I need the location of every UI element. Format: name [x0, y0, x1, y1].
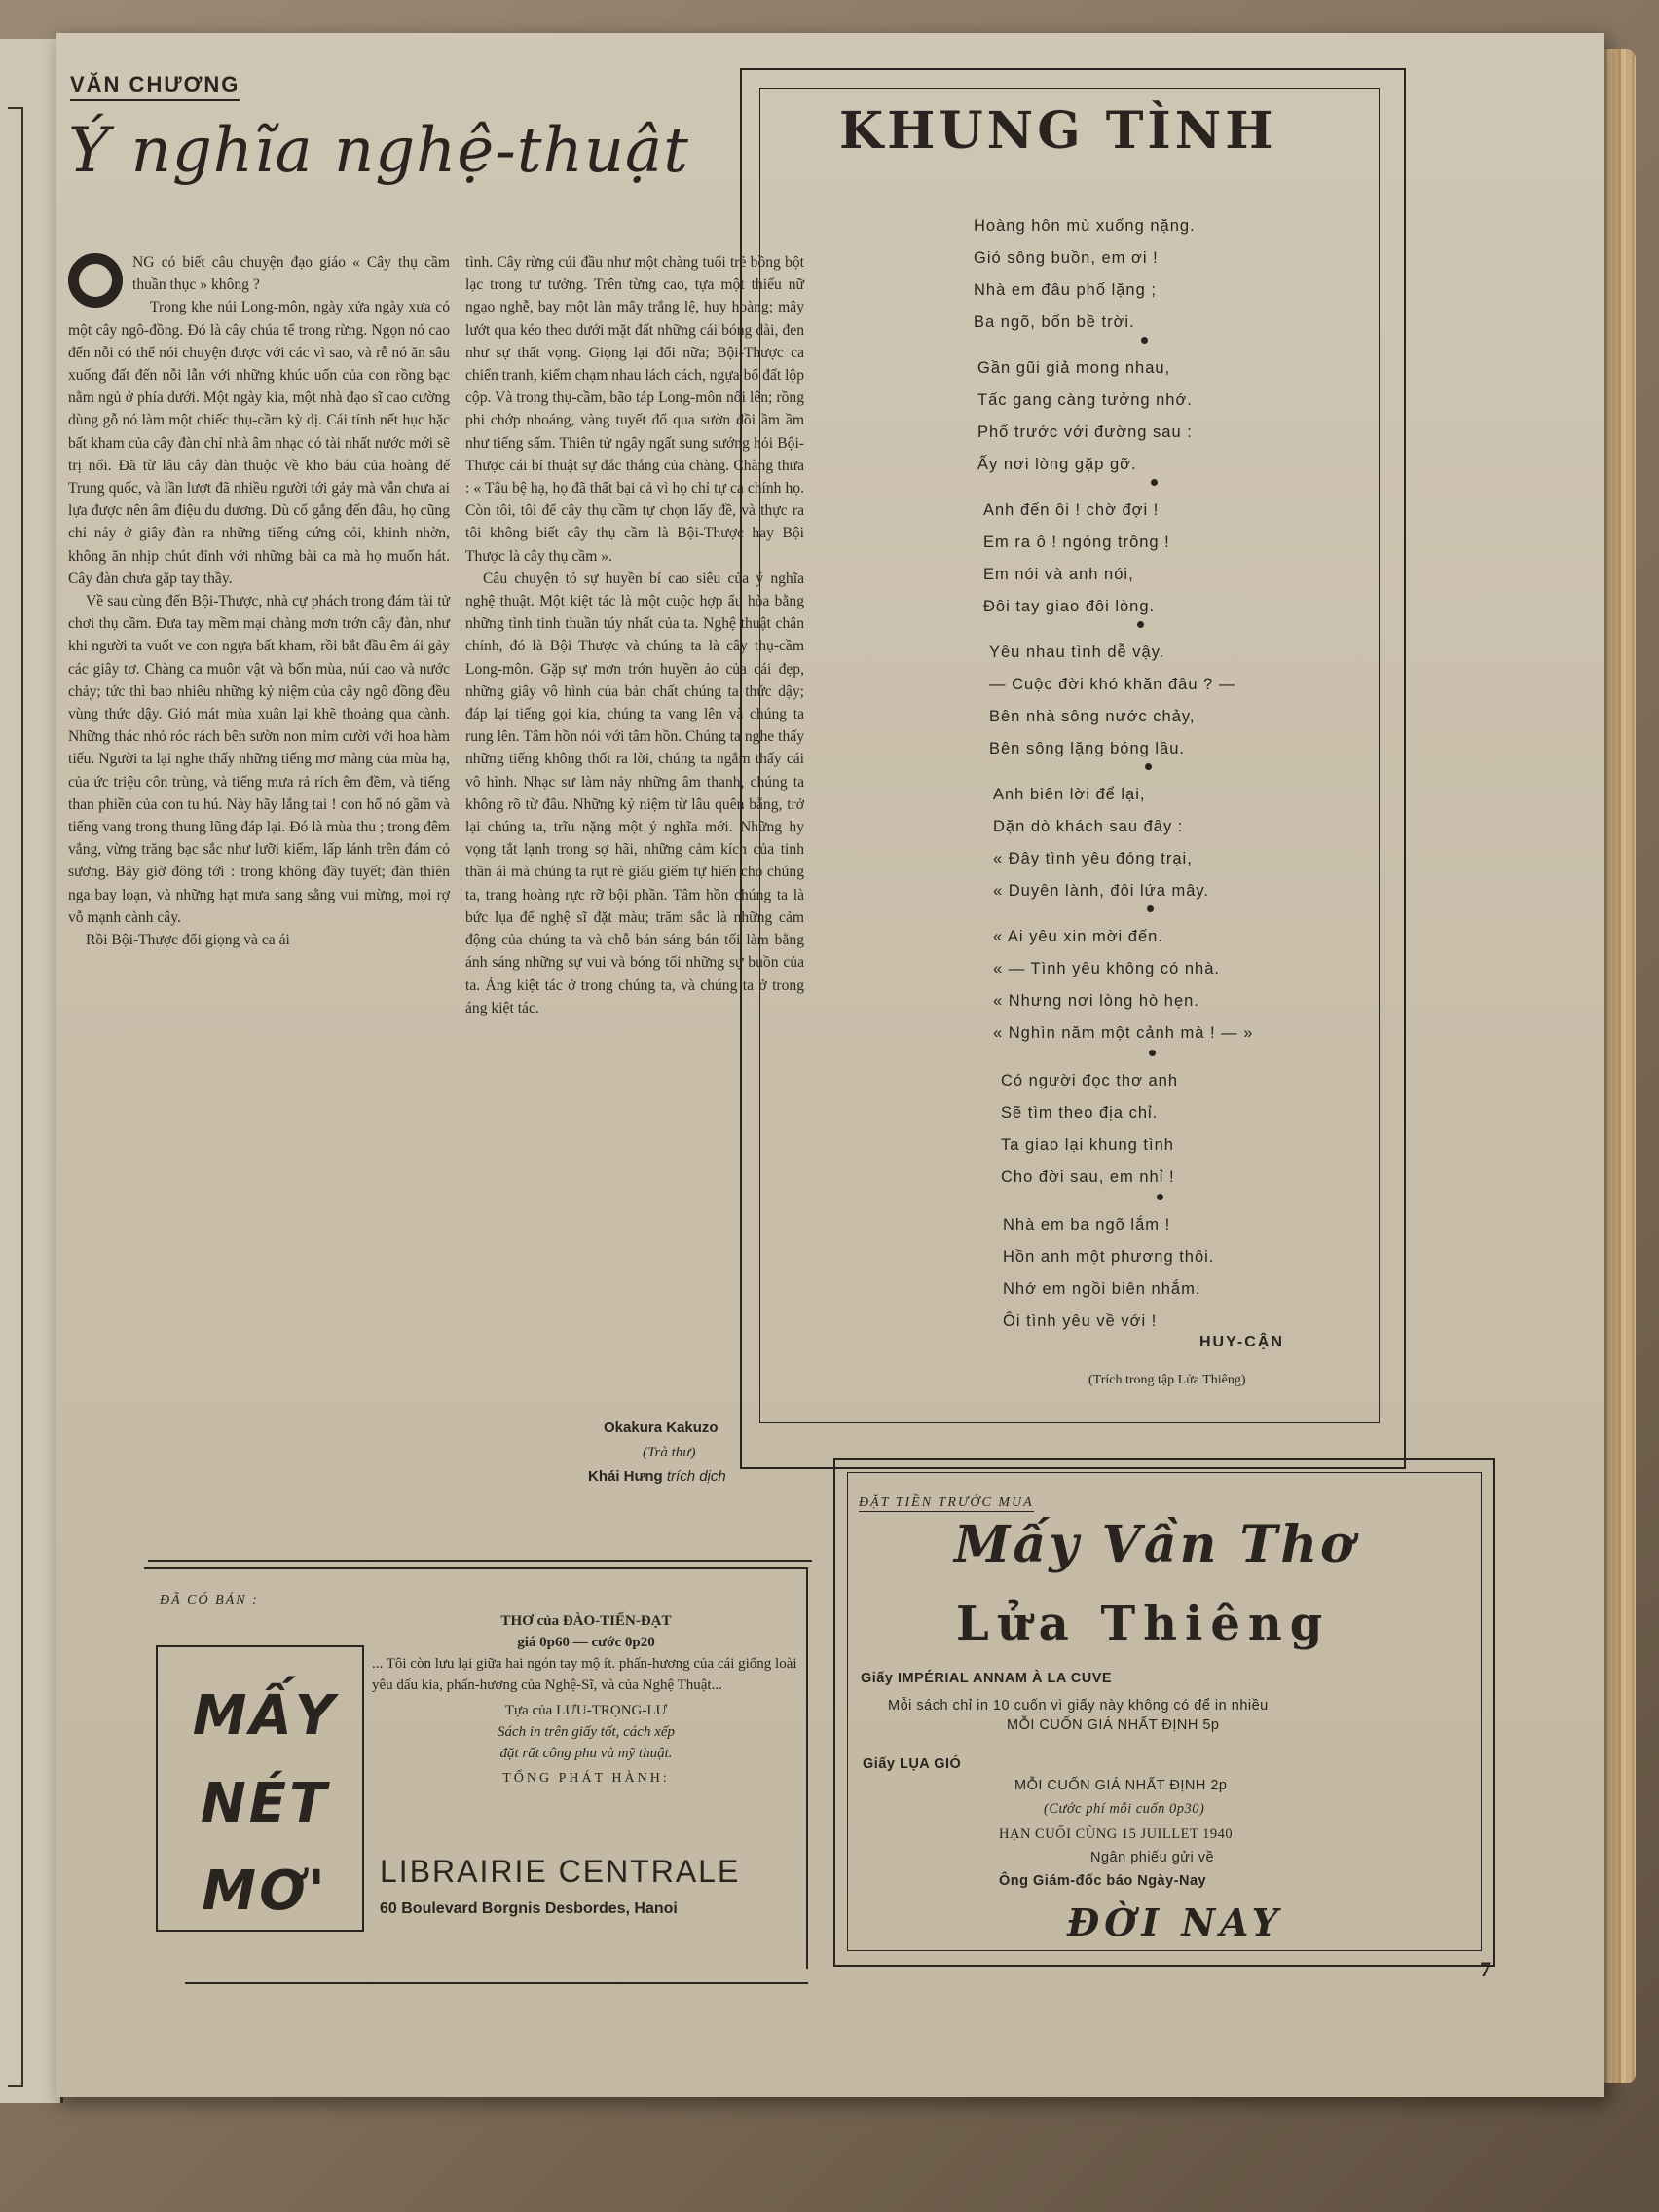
- poem-line: Yêu nhau tình dễ vậy.: [989, 644, 1165, 661]
- shipping-fee: (Cước phí mỗi cuốn 0p30): [1044, 1801, 1205, 1817]
- deadline: HẠN CUỐI CÙNG 15 JUILLET 1940: [999, 1826, 1234, 1842]
- poem-line: Nhà em đâu phố lặng ;: [974, 281, 1157, 299]
- poem-line: Nhớ em ngồi biên nhắm.: [1003, 1280, 1201, 1298]
- dropcap-o-icon: [68, 253, 123, 308]
- book-note: Sách in trên giấy tốt, cách xếp: [497, 1724, 676, 1740]
- stanza-dot-icon: [1147, 905, 1154, 912]
- paper-type-1-note: Mỗi sách chỉ in 10 cuốn vì giấy này không có để in nhiều: [888, 1698, 1269, 1714]
- poem-title: KHUNG TÌNH: [839, 101, 1277, 161]
- poem-line: Bên nhà sông nước chảy,: [989, 708, 1196, 725]
- poem-line: Ta giao lại khung tình: [1001, 1136, 1174, 1154]
- poem-line: Anh đến ôi ! chờ đợi !: [983, 501, 1160, 519]
- poem-line: Ba ngõ, bốn bề trời.: [974, 313, 1135, 331]
- article-paragraph: Câu chuyện tỏ sự huyền bí cao siêu của ý nghĩa nghệ thuật. Một kiệt tác là một cuộc hợp ẩu hòa bằng những tình tinh thuần túy nhất của ta. Nghệ thuật chân chính, đó là Bội Thược và chúng ta là cây thụ-cầm Long-môn. Gặp sự mơn trớn huyền ảo của cái đẹp, những giây vô hình của bản chất chúng ta thức dậy; đáp lại tiếng gọi kia, chúng ta vang lên và chúng ta rung lên. Tâm hồn nói với tâm hồn. Chúng ta nghe thấy những tiếng không thốt ra lời, chúng ta ngắm thấy cái vô hình. Nhạc sư làm nảy những âm thanh, chúng ta không rõ từ đâu. Những kỷ niệm từ lâu quên bẵng, trở lại chúng ta, trĩu nặng một ý nghĩa mới. Những hy vọng tắt lạnh trong sợ hãi, những cảm kích của tinh thần ái mà chúng ta rụt rè giấu giếm tự hiến cho chúng ta, trang hoàng rực rỡ bội phần. Tâm hồn chúng ta là bức lụa để nghệ sĩ đặt màu; trăm sắc là những cảm động của chúng ta và chỗ bán sáng bán tối làm bằng ánh sáng những sự vui và bóng tối những sự buồn của ta. Ảng kiệt tác ở trong chúng ta, và chúng ta ở trong áng kiệt tác.: [465, 570, 804, 1016]
- poem-source: (Trích trong tập Lửa Thiêng): [1088, 1373, 1246, 1387]
- stanza-dot-icon: [1137, 621, 1144, 628]
- newspaper-name: ĐỜI NAY: [1067, 1900, 1283, 1944]
- paper-type-2: Giấy LỤA GIÓ: [863, 1756, 962, 1772]
- article-column-1: [68, 251, 450, 951]
- send-to: Ngân phiếu gửi về: [1090, 1850, 1215, 1865]
- poem-line: Tấc gang càng tưởng nhớ.: [977, 391, 1193, 409]
- poem-line: Hồn anh một phương thôi.: [1003, 1248, 1215, 1266]
- poem-stanza: [977, 352, 1193, 481]
- book-title: [167, 1673, 362, 1936]
- poem-stanza: [993, 779, 1209, 907]
- poem-line: Em ra ô ! ngóng trông !: [983, 534, 1170, 551]
- article-paragraph: NG có biết câu chuyện đạo giáo « Cây thụ cầm thuần thục » không ?: [68, 251, 450, 296]
- ad-left-label: ĐÃ CÓ BÁN :: [160, 1593, 259, 1607]
- book-author-line: THƠ của ĐÀO-TIẾN-ĐẠT: [500, 1613, 672, 1629]
- stanza-dot-icon: [1157, 1194, 1163, 1200]
- paper-type-2-price: MỖI CUỐN GIÁ NHẤT ĐỊNH 2p: [1014, 1778, 1228, 1793]
- stanza-dot-icon: [1141, 337, 1148, 344]
- book-title-line: MƠ': [202, 1860, 328, 1923]
- poem-line: Gần gũi giả mong nhau,: [977, 359, 1171, 377]
- send-to-recipient: Ông Giám-đốc báo Ngày-Nay: [999, 1873, 1207, 1889]
- article-paragraph: Về sau cùng đến Bội-Thược, nhà cự phách trong đám tài tử chơi thụ cầm. Đưa tay mềm mại chàng mơn trớn cây đàn, như khi người ta vuốt ve con ngựa bất kham, rồi bắt đầu êm ái gảy các giây tơ. Chàng ca muôn vật và bốn mùa, núi cao và nước chảy; tức thì bao nhiêu những kỷ niệm của cây ngô đồng đều vùng thức dậy. Gió mát mùa xuân lại khẽ thoảng qua cành. Những thác nhỏ róc rách bên sườn non mỉm cười với hoa hàm tiếu. Người ta lại nghe thấy những tiếng mơ màng của mùa hạ, của ức triệu côn trùng, và tiếng mưa rả rích êm đềm, và tiếng than phiền của con tu hú. Này hãy lắng tai ! con hổ nó gầm và tiếng vang trong thung lũng đáp lại. Đó là mùa thu ; trong đêm vắng, vừng trăng bạc sắc như lưỡi kiếm, lấp lánh trên đám cỏ sương. Bây giờ đông tới : trong không đầy tuyết; đàn thiên nga bay loạn, và những hạt mưa sang sằng vui mừng, mọi rợ vỗ mạnh cành cây.: [68, 593, 450, 926]
- article-paragraph: tình. Cây rừng cúi đầu như một chàng tuổi trẻ bồng bột lạc trong tư tưởng. Trên từng cao, tựa một thiếu nữ ngạo nghễ, bay một làn mây trắng lệ, huy hoàng; mây lướt qua kéo theo dưới mặt đất những cái bóng dài, đen như sự thất vọng. Giọng lại đổi nữa; Bội-Thược ca chiến tranh, kiếm chạm nhau lách cách, ngựa bổ đất lộp cộp. Và trong thụ-cầm, bão táp Long-môn nổi lên; rồng phi chớp nhoáng, vàng tuyết đổ qua sườn đồi ầm ầm như tiếng sấm. Thiên tử ngây ngất sung sướng hỏi Bội-Thược cái bí thuật sự đắc thắng của chàng. Chàng thưa : « Tâu bệ hạ, họ đã thất bại cả vì họ chỉ tự ca chính họ. Còn tôi, tôi để cây thụ cầm tự chọn lấy đề, và thực ra tôi không biết cây thụ cầm là Bội-Thược hay Bội Thược là cây thụ cầm ».: [465, 254, 804, 565]
- article-author: Okakura Kakuzo: [604, 1419, 719, 1436]
- article-source: (Trà thư): [643, 1445, 696, 1460]
- publisher-address: 60 Boulevard Borgnis Desbordes, Hanoi: [380, 1900, 678, 1917]
- ad-book-title-1: Mấy Vần Thơ: [954, 1515, 1357, 1574]
- page-number: 7: [1480, 1957, 1491, 1981]
- article-paragraph: Rồi Bội-Thược đổi giọng và ca ái: [86, 932, 290, 949]
- article-paragraph: Trong khe núi Long-môn, ngày xửa ngày xưa có một cây ngô-đồng. Đó là cây chúa tể trong rừng. Ngọn nó cao đến nỗi có thể nói chuyện được với các vì sao, và rễ nó ăn sâu xuống đất đến nỗi lẫn với những khúc uốn của con rồng bạc nằm ngủ ở phía dưới. Một ngày kia, một nhà đạo sĩ cao cường dùng gỗ nó làm một chiếc thụ-cầm kỳ dị. Cái tính nết hục hặc bất kham của cây đàn chỉ nhà âm nhạc có tài nhất nước mới sẽ trị nổi. Đã từ lâu cây đàn thuộc về kho báu của hoàng đế Trung quốc, và lần lượt đã nhiều người tới gảy mà vẫn chưa ai lựa được nên âm điệu du dương. Dù cố gắng đến đâu, họ cũng chỉ nảy ở giây đàn ra những tiếng cứng cỏi, khinh nhờn, không ăn nhịp chút đỉnh với những bài ca mà họ muốn hát. Cây đàn chưa gặp tay thầy.: [68, 299, 450, 587]
- distributor-label: TỔNG PHÁT HÀNH:: [502, 1771, 670, 1786]
- poem-line: Ôi tình yêu về với !: [1003, 1312, 1158, 1330]
- poem-line: Cho đời sau, em nhỉ !: [1001, 1168, 1175, 1186]
- poem-line: Em nói và anh nói,: [983, 566, 1134, 583]
- poem-line: — Cuộc đời khó khăn đâu ? —: [989, 676, 1236, 693]
- poem-stanza: [993, 921, 1253, 1050]
- poem-line: « — Tình yêu không có nhà.: [993, 960, 1220, 977]
- book-price-line: giá 0p60 — cước 0p20: [517, 1635, 655, 1650]
- article-headline: Ý nghĩa nghệ-thuật: [68, 115, 689, 187]
- poem-stanza: [1003, 1209, 1214, 1338]
- poem-stanza: [974, 210, 1196, 339]
- book-preface: Tựa của LƯU-TRỌNG-LƯ: [504, 1703, 668, 1718]
- poem-line: « Đây tình yêu đóng trại,: [993, 850, 1193, 867]
- facing-page-edge: [0, 39, 63, 2103]
- stanza-dot-icon: [1149, 1050, 1156, 1056]
- divider: [148, 1560, 812, 1562]
- ad-right-label: ĐẶT TIỀN TRƯỚC MUA: [859, 1495, 1034, 1510]
- facing-page-border: [8, 107, 23, 2087]
- book-quote: ... Tôi còn lưu lại giữa hai ngón tay mộ ít. phấn-hương của cái giống loài yêu dấu kia, phấn-hương của Nghệ-Sĩ, và của Nghệ Thuật...: [372, 1656, 797, 1693]
- poem-line: Đôi tay giao đôi lòng.: [983, 598, 1156, 615]
- poem-line: Hoàng hôn mù xuống nặng.: [974, 217, 1196, 235]
- section-label: VĂN CHƯƠNG: [70, 72, 240, 101]
- poem-line: « Duyên lành, đôi lứa mây.: [993, 882, 1210, 900]
- paper-type-1-price: MỖI CUỐN GIÁ NHẤT ĐỊNH 5p: [1007, 1717, 1220, 1733]
- poem-stanza: [989, 637, 1235, 765]
- poem-line: « Nghìn năm một cảnh mà ! — »: [993, 1024, 1254, 1042]
- poem-line: « Nhưng nơi lòng hò hẹn.: [993, 992, 1199, 1010]
- poem-stanza: [1001, 1065, 1178, 1194]
- paper-type-1: Giấy IMPÉRIAL ANNAM À LA CUVE: [861, 1671, 1113, 1686]
- poem-author: HUY-CẬN: [1199, 1334, 1284, 1350]
- divider: [185, 1982, 808, 1984]
- ad-left-text: [372, 1610, 800, 1789]
- ad-book-title-2: Lửa Thiêng: [956, 1597, 1331, 1651]
- poem-line: Ấy nơi lòng gặp gỡ.: [977, 456, 1137, 473]
- stanza-dot-icon: [1151, 479, 1158, 486]
- article-translator: Khái Hưng trích dịch: [588, 1468, 726, 1485]
- poem-line: Dặn dò khách sau đây :: [993, 818, 1184, 835]
- publisher-name: LIBRAIRIE CENTRALE: [380, 1854, 741, 1889]
- poem-line: Anh biên lời để lại,: [993, 786, 1146, 803]
- stanza-dot-icon: [1145, 763, 1152, 770]
- poem-line: Gió sông buồn, em ơi !: [974, 249, 1159, 267]
- book-title-line: MẤY: [192, 1684, 338, 1748]
- poem-line: « Ai yêu xin mời đến.: [993, 928, 1163, 945]
- poem-line: Phố trước với đường sau :: [977, 424, 1193, 441]
- poem-line: Nhà em ba ngõ lắm !: [1003, 1216, 1171, 1234]
- poem-stanza: [983, 495, 1170, 623]
- book-note: đặt rất công phu và mỹ thuật.: [499, 1746, 673, 1761]
- poem-line: Bên sông lặng bóng lầu.: [989, 740, 1185, 757]
- poem-line: Có người đọc thơ anh: [1001, 1072, 1179, 1089]
- book-title-line: NÉT: [200, 1772, 330, 1835]
- poem-line: Sẽ tìm theo địa chỉ.: [1001, 1104, 1159, 1122]
